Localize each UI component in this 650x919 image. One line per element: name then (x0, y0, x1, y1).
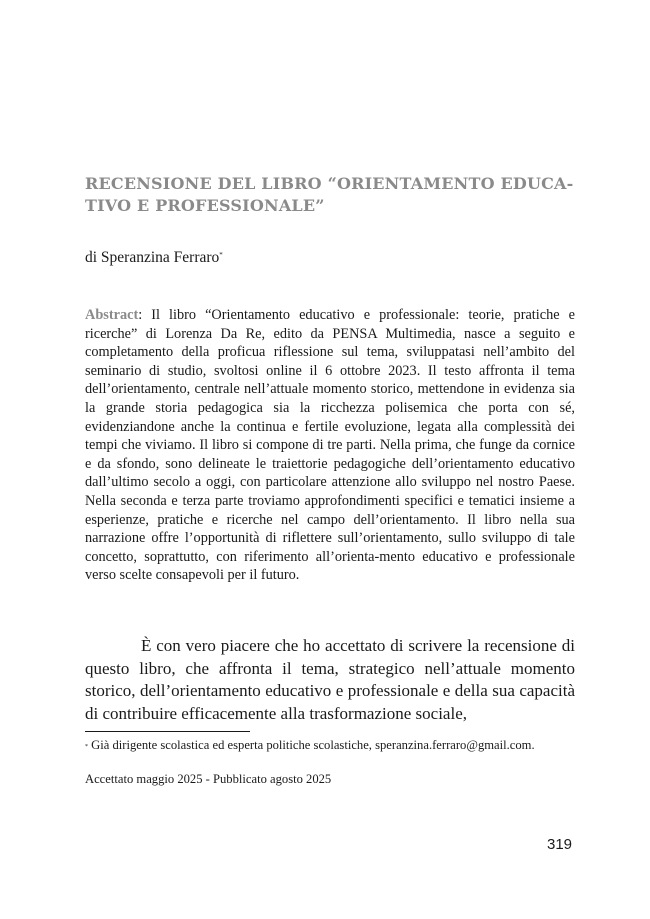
page-number: 319 (547, 836, 573, 853)
body-paragraph: È con vero piacere che ho accettato di scrivere la recensione di questo libro, che affronta il tema, strategico nell’attuale momento storico, dell’orientamento educativo e professionale e della sua capacità di contribuire efficacemente alla trasformazione sociale, (85, 636, 575, 723)
author-footnote-mark: * (219, 251, 223, 259)
article-title-line-1: RECENSIONE DEL LIBRO “ORIENTAMENTO EDUCA- (85, 174, 574, 193)
footnote-divider (85, 731, 250, 732)
acceptance-dates: Accettato maggio 2025 - Pubblicato agosto 2025 (85, 772, 332, 786)
author-name: di Speranzina Ferraro (85, 249, 220, 266)
abstract (85, 306, 575, 585)
article-title-line-2: TIVO E PROFESSIONALE” (85, 196, 325, 215)
footnote-text: Già dirigente scolastica ed esperta politiche scolastiche, speranzina.ferraro@gmail.com. (88, 738, 535, 752)
abstract-label: Abstract (85, 307, 139, 323)
footnote-mark: * (85, 744, 88, 750)
footnote (85, 737, 575, 754)
author-line (85, 249, 223, 267)
article-title (85, 173, 575, 217)
abstract-text: : Il libro “Orientamento educativo e professionale: teorie, pratiche e ricerche” di Lorenza Da Re, edito da PENSA Multimedia, nasce a seguito e completamento della proficua riflessione sul tema, sviluppatasi nell’ambito del seminario di studio, svoltosi online il 6 ottobre 2023. Il testo affronta il tema dell’orientamento, centrale nell’attuale momento storico, mettendone in evidenza sia la grande storia pedagogica sia la ricchezza polisemica che porta con sé, evidenziandone anche la continua e fertile evoluzione, legata alla complessità dei tempi che viviamo. Il libro si compone di tre parti. Nella prima, che funge da cornice e da sfondo, sono delineate le traiettorie pedagogiche dell’orientamento educativo dall’ultimo secolo a oggi, con particolare attenzione allo sviluppo nel nostro Paese. Nella seconda e terza parte troviamo approfondimenti specifici e tematici insieme a esperienze, pratiche e ricerche nel campo dell’orientamento. Il libro nella sua narrazione offre l’opportunità di riflettere sull’orientamento, sullo sviluppo di tale concetto, soprattutto, con riferimento all’orienta-mento educativo e professionale verso scelte consapevoli per il futuro. (85, 307, 575, 584)
